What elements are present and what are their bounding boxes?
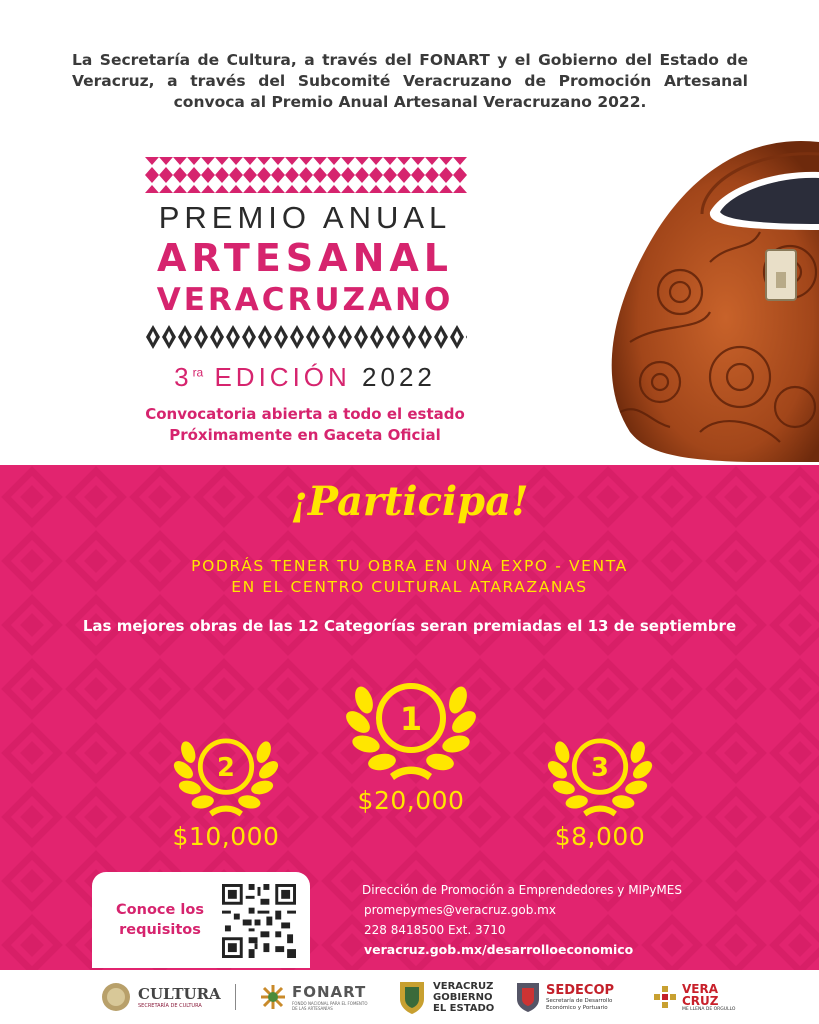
logo-cultura [100, 970, 236, 1024]
logo-sedecop [515, 970, 626, 1024]
title-line1: PREMIO ANUAL [158, 200, 452, 235]
qr-code-icon[interactable] [222, 884, 296, 958]
contact-email[interactable]: promepymes@veracruz.gob.mx [364, 903, 556, 917]
edition-year: 2022 [362, 362, 436, 392]
laurel-medal-icon [346, 660, 476, 782]
call-text [120, 404, 490, 446]
edition-suffix: ra [192, 365, 204, 380]
logo-fonart [258, 970, 372, 1024]
leather-bag-image [590, 132, 819, 462]
best-works-text [0, 617, 819, 635]
laurel-medal-icon [173, 720, 279, 818]
veracruz-shield-icon [397, 979, 427, 1015]
cultura-sub: SECRETARÍA DE CULTURA [138, 1003, 202, 1009]
veracruz-brand-icon [652, 984, 678, 1010]
logo-veracruz-brand [652, 970, 735, 1024]
contact-info [362, 880, 782, 960]
zigzag-pattern-top [145, 157, 467, 193]
contact-website[interactable]: veracruz.gob.mx/desarrolloeconomico [364, 942, 634, 957]
requirements-box[interactable] [92, 872, 310, 968]
veracruz-brand-tag: ME LLENA DE ORGULLO [682, 1006, 736, 1012]
prize-second [160, 720, 292, 851]
requirements-line2: requisitos [119, 922, 201, 938]
prize-third-amount: $8,000 [554, 822, 646, 851]
contact-office: Dirección de Promoción a Emprendedores y MIPyMES [362, 883, 682, 897]
prize-third-place: 3 [591, 753, 609, 784]
best-works-label: Las mejores obras de las 12 Categorías seran premiadas el [82, 617, 588, 635]
contact-phone: 228 8418500 Ext. 3710 [364, 923, 506, 937]
participa-heading: ¡Participa! [290, 478, 529, 525]
diamond-pattern [145, 323, 467, 351]
fonart-sub: FONDO NACIONAL PARA EL FOMENTO DE LAS ARTESANÍAS [292, 1001, 368, 1011]
requirements-label [106, 900, 214, 940]
prize-first-amount: $20,000 [357, 786, 465, 815]
prize-second-place: 2 [217, 753, 235, 784]
sedecop-shield-icon [515, 981, 541, 1013]
prize-first [336, 660, 486, 815]
expo-line2: EN EL CENTRO CULTURAL ATARAZANAS [231, 578, 588, 596]
call-line2: Próximamente en Gaceta Oficial [169, 426, 441, 444]
requirements-line1: Conoce los [116, 902, 204, 918]
prize-third [534, 720, 666, 851]
logo-veracruz-government [397, 970, 495, 1024]
edition-number: 3 [174, 362, 193, 392]
intro-text: La Secretaría de Cultura, a través del FONART y el Gobierno del Estado de Veracruz, a través del Subcomité Veracruzano de Promoción Artesanal convoca al Premio Anual Artesanal Veracruzano 2022. [72, 51, 748, 111]
logos-bar [0, 970, 819, 1024]
fonart-sun-icon [258, 982, 288, 1012]
sedecop-sub: Secretaría de Desarrollo Económico y Portuario [546, 997, 613, 1011]
expo-text [0, 556, 819, 598]
cultura-name: CULTURA [138, 985, 221, 1003]
divider [235, 984, 236, 1010]
edition-word: EDICIÓN [214, 362, 351, 392]
mexico-seal-icon [100, 981, 132, 1013]
sedecop-name: SEDECOP [546, 982, 615, 998]
expo-line1: PODRÁS TENER TU OBRA EN UNA EXPO - VENTA [191, 557, 628, 575]
call-line1: Convocatoria abierta a todo el estado [145, 405, 465, 423]
prize-first-place: 1 [399, 700, 423, 738]
award-date: 13 de septiembre [587, 617, 737, 635]
fonart-name: FONART [292, 983, 367, 1001]
veracruz-brand-name: VERA CRUZ [682, 981, 719, 1008]
prize-second-amount: $10,000 [172, 822, 280, 851]
veracruz-gov-name: VERACRUZ GOBIERNO EL ESTADO [433, 980, 495, 1014]
title-line3: VERACRUZANO [156, 282, 454, 318]
edition [140, 362, 470, 393]
laurel-medal-icon [547, 720, 653, 818]
title-line2: ARTESANAL [156, 236, 454, 280]
